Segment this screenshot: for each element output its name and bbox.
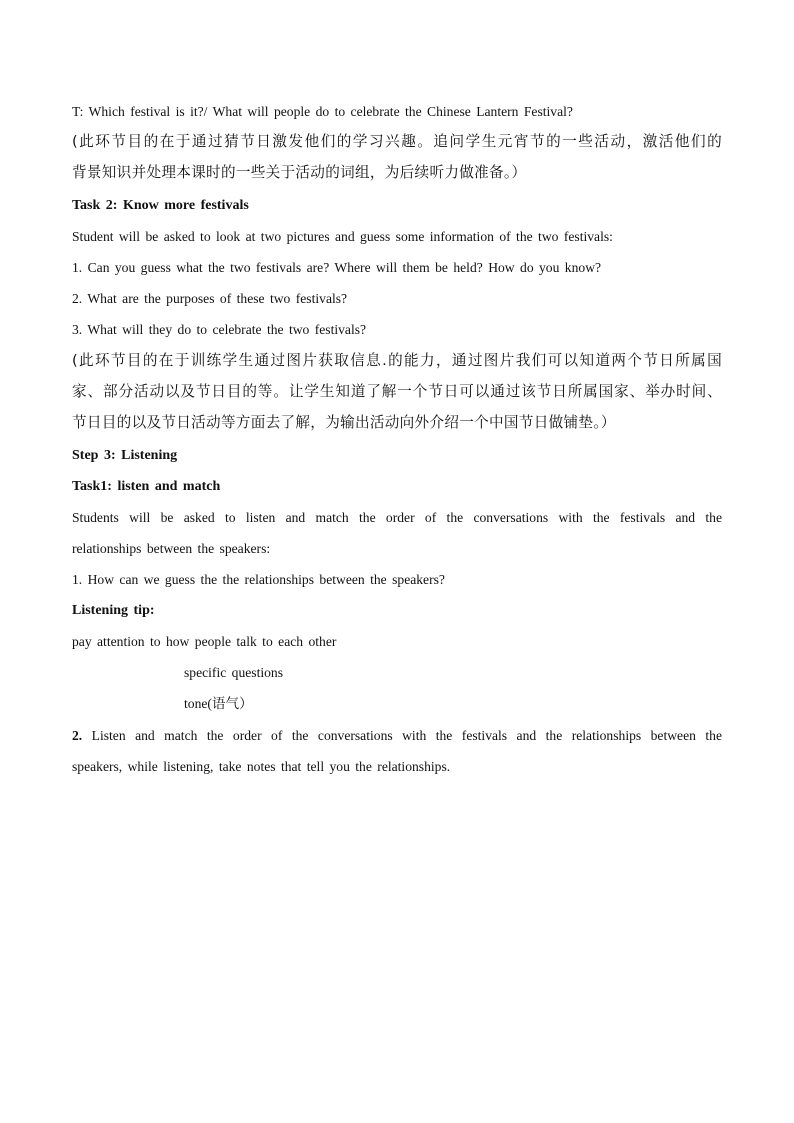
task-2-instruction: Student will be asked to look at two pictures and guess some information of the two festivals: — [72, 229, 613, 244]
listening-tip-item-3: tone(语气） — [184, 696, 253, 711]
task-1-question-2-line-2: speakers, while listening, take notes that tell you the relationships. — [72, 759, 451, 774]
task-1-heading: Task1: listen and match — [72, 479, 221, 494]
teacher-question-line: T: Which festival is it?/ What will people do to celebrate the Chinese Lantern Festival? — [72, 104, 573, 119]
note-paragraph-1-line-2: 背景知识并处理本课时的一些关于活动的词组，为后续听力做准备。） — [72, 164, 527, 181]
task-2-question-2: 2. What are the purposes of these two festivals? — [72, 291, 348, 306]
task-2-question-3: 3. What will they do to celebrate the two festivals? — [72, 322, 367, 337]
task-2-question-1: 1. Can you guess what the two festivals are? Where will them be held? How do you know? — [72, 260, 602, 275]
note-paragraph-1-line-1: (此环节目的在于通过猜节日激发他们的学习兴趣。追问学生元宵节的一些活动，激活他们的 — [72, 133, 722, 150]
question-2-text: Listen and match the order of the conversations with the festivals and the relationships between the — [82, 728, 722, 743]
task-1-instruction-line-1: Students will be asked to listen and match the order of the conversations with the festivals and the — [72, 510, 722, 525]
note-paragraph-2-line-3: 节日目的以及节日活动等方面去了解，为输出活动向外介绍一个中国节日做铺垫。） — [72, 414, 616, 431]
note-paragraph-2-line-1: (此环节目的在于训练学生通过图片获取信息.的能力，通过图片我们可以知道两个节日所属国 — [72, 352, 722, 369]
task-1-question-2-line-1 — [72, 727, 722, 745]
task-1-question-1: 1. How can we guess the the relationships between the speakers? — [72, 572, 445, 587]
listening-tip-item-1: pay attention to how people talk to each other — [72, 634, 337, 649]
question-2-number: 2. — [72, 728, 83, 743]
listening-tip-heading: Listening tip: — [72, 603, 155, 618]
task-1-instruction-line-2: relationships between the speakers: — [72, 541, 271, 556]
step-3-heading: Step 3: Listening — [72, 448, 178, 463]
note-paragraph-2-line-2: 家、部分活动以及节日目的等。让学生知道了解一个节日可以通过该节日所属国家、举办时间、 — [72, 383, 722, 400]
task-2-heading: Task 2: Know more festivals — [72, 198, 249, 213]
listening-tip-item-2: specific questions — [184, 665, 284, 680]
